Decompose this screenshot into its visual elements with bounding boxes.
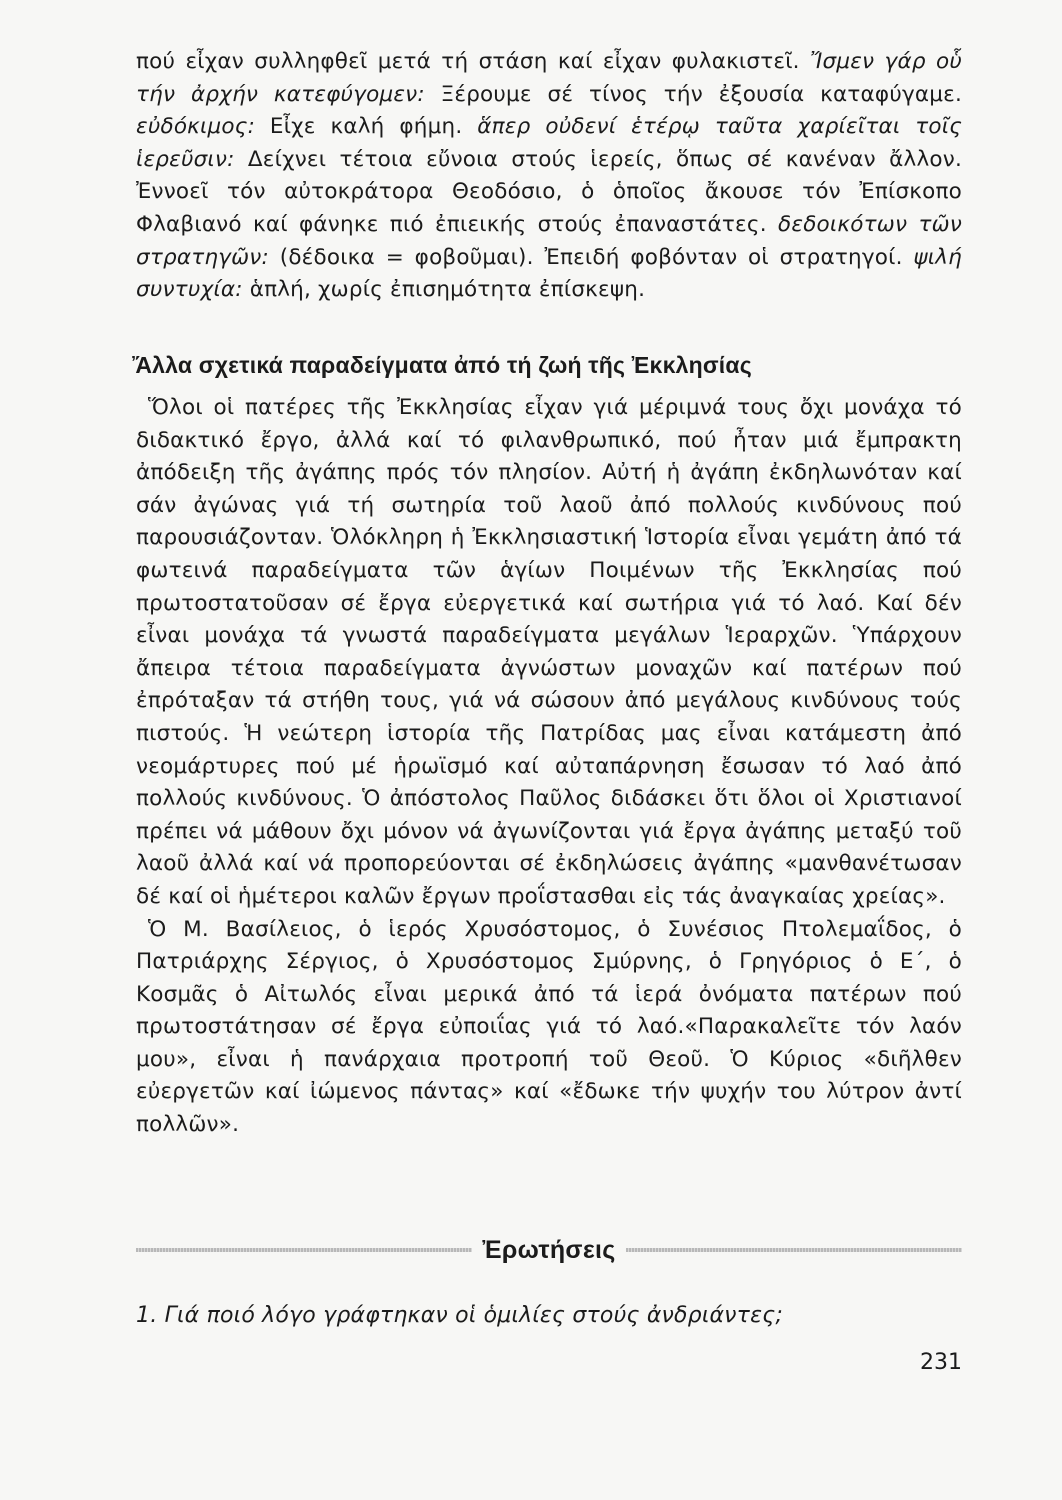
questions-title: Ἐρωτήσεις xyxy=(482,1235,616,1264)
section-heading: Ἄλλα σχετικά παραδείγματα ἀπό τή ζωή τῆς Ἐκκλησίας xyxy=(132,352,752,378)
text-run: ἁπλή, χωρίς ἐπισημότητα ἐπίσκεψη. xyxy=(242,277,646,303)
questions-header xyxy=(136,1233,962,1267)
divider-left xyxy=(136,1248,472,1252)
italic-term: Ἴσμεν γάρ οὗ τήν ἀρχήν κατεφύγομεν: xyxy=(136,49,963,107)
text-run: πού εἶχαν συλληφθεῖ μετά τή στάση καί εἶχαν φυλακιστεῖ. xyxy=(136,49,811,74)
body-paragraph-2: Ὁ Μ. Βασίλειος, ὁ ἱερός Χρυσόστομος, ὁ Συνέσιος Πτολεμαΐδος, ὁ Πατριάρχης Σέργιος, ὁ Χρυσόστομος Σμύρνης, ὁ Γρηγόριος ὁ Ε΄, ὁ Κοσμᾶς ὁ Αἰτωλός εἶναι μερικά ἀπό τά ἱερά ὀνόματα πατέρων πού πρωτοστάτησαν σέ ἔργα εὐποιΐας γιά τό λαό.«Παρακαλεῖτε τόν λαόν μου», εἶναι ἡ πανάρχαια προτροπή τοῦ Θεοῦ. Ὁ Κύριος «διῆλθεν εὐεργετῶν καί ἰώμενος πάντας» καί «ἔδωκε τήν ψυχήν του λύτρον ἀντί πολλῶν». xyxy=(136,916,962,1138)
text-run: (δέδοικα = φοβοῦμαι). Ἐπειδή φοβόνταν οἱ στρατηγοί. xyxy=(268,244,914,270)
italic-term: ἅπερ οὐδενί ἑτέρῳ ταῦτα χαρίεῖται τοῖς ἱερεῦσιν: xyxy=(136,114,963,172)
divider-right xyxy=(626,1248,962,1252)
page-number: 231 xyxy=(920,1350,962,1375)
body-paragraph-1: Ὅλοι οἱ πατέρες τῆς Ἐκκλησίας εἶχαν γιά μέριμνά τους ὄχι μονάχα τό διδακτικό ἔργο, ἀλλά καί τό φιλανθρωπικό, πού ἦταν μιά ἔμπρακτη ἀπόδειξη τῆς ἀγάπης πρός τόν πλησίον. Αὐτή ἡ ἀγάπη ἐκδηλωνόταν καί σάν ἀγώνας γιά τή σωτηρία τοῦ λαοῦ ἀπό πολλούς κινδύνους πού παρουσιάζονταν. Ὁλόκληρη ἡ Ἐκκλησιαστική Ἱστορία εἶναι γεμάτη ἀπό τά φωτεινά παραδείγματα τῶν ἁγίων Ποιμένων τῆς Ἐκκλησίας πού πρωτοστατοῦσαν σέ ἔργα εὐεργετικά καί σωτήρια γιά τό λαό. Καί δέν εἶναι μονάχα τά γνωστά παραδείγματα μεγάλων Ἱεραρχῶν. Ὑπάρχουν ἄπειρα τέτοια παραδείγματα ἀγνώστων μοναχῶν καί πατέρων πού ἐπρόταξαν τά στήθη τους, γιά νά σώσουν ἀπό μεγάλους κινδύνους τούς πιστούς. Ἡ νεώτερη ἱστορία τῆς Πατρίδας μας εἶναι κατάμεστη ἀπό νεομάρτυρες πού μέ ἡρωϊσμό καί αὐταπάρνηση ἔσωσαν τό λαό ἀπό πολλούς κινδύνους. Ὁ ἀπόστολος Παῦλος διδάσκει ὅτι ὅλοι οἱ Χριστιανοί πρέπει νά μάθουν ὄχι μόνον νά ἀγωνίζονται γιά ἔργα ἀγάπης μεταξύ τοῦ λαοῦ ἀλλά καί νά προπορεύονται σέ ἐκδηλώσεις ἀγάπης «μανθανέτωσαν δέ καί οἱ ἡμέτεροι καλῶν ἔργων προΐστασθαι εἰς τάς ἀναγκαίας χρείας». xyxy=(136,395,962,909)
text-run: Εἶχε καλή φήμη. xyxy=(255,114,478,140)
italic-term: εὐδόκιμος: xyxy=(136,114,256,140)
section-body xyxy=(136,392,962,1142)
question-item: 1. Γιά ποιό λόγο γράφτηκαν οἱ ὁμιλίες στούς ἀνδριάντες; xyxy=(136,1303,783,1328)
glossary-paragraph xyxy=(136,46,962,307)
text-run: Ξέρουμε σέ τίνος τήν ἐξουσία καταφύγαμε. xyxy=(424,81,962,107)
text-run: Δείχνει τέτοια εὔνοια στούς ἱερείς, ὅπως σέ κανέναν ἄλλον. Ἐννοεῖ τόν αὐτοκράτορα Θεοδόσιο, ὁ ὁποῖος ἄκουσε τόν Ἐπίσκοπο Φλαβιανό καί φάνηκε πιό ἐπιεικής στούς ἐπαναστάτες. xyxy=(136,146,962,237)
italic-term: δεδοικότων τῶν στρατηγῶν: xyxy=(136,211,962,270)
intro-paragraph xyxy=(136,46,962,307)
italic-term: ψιλή συντυχία: xyxy=(136,244,962,303)
